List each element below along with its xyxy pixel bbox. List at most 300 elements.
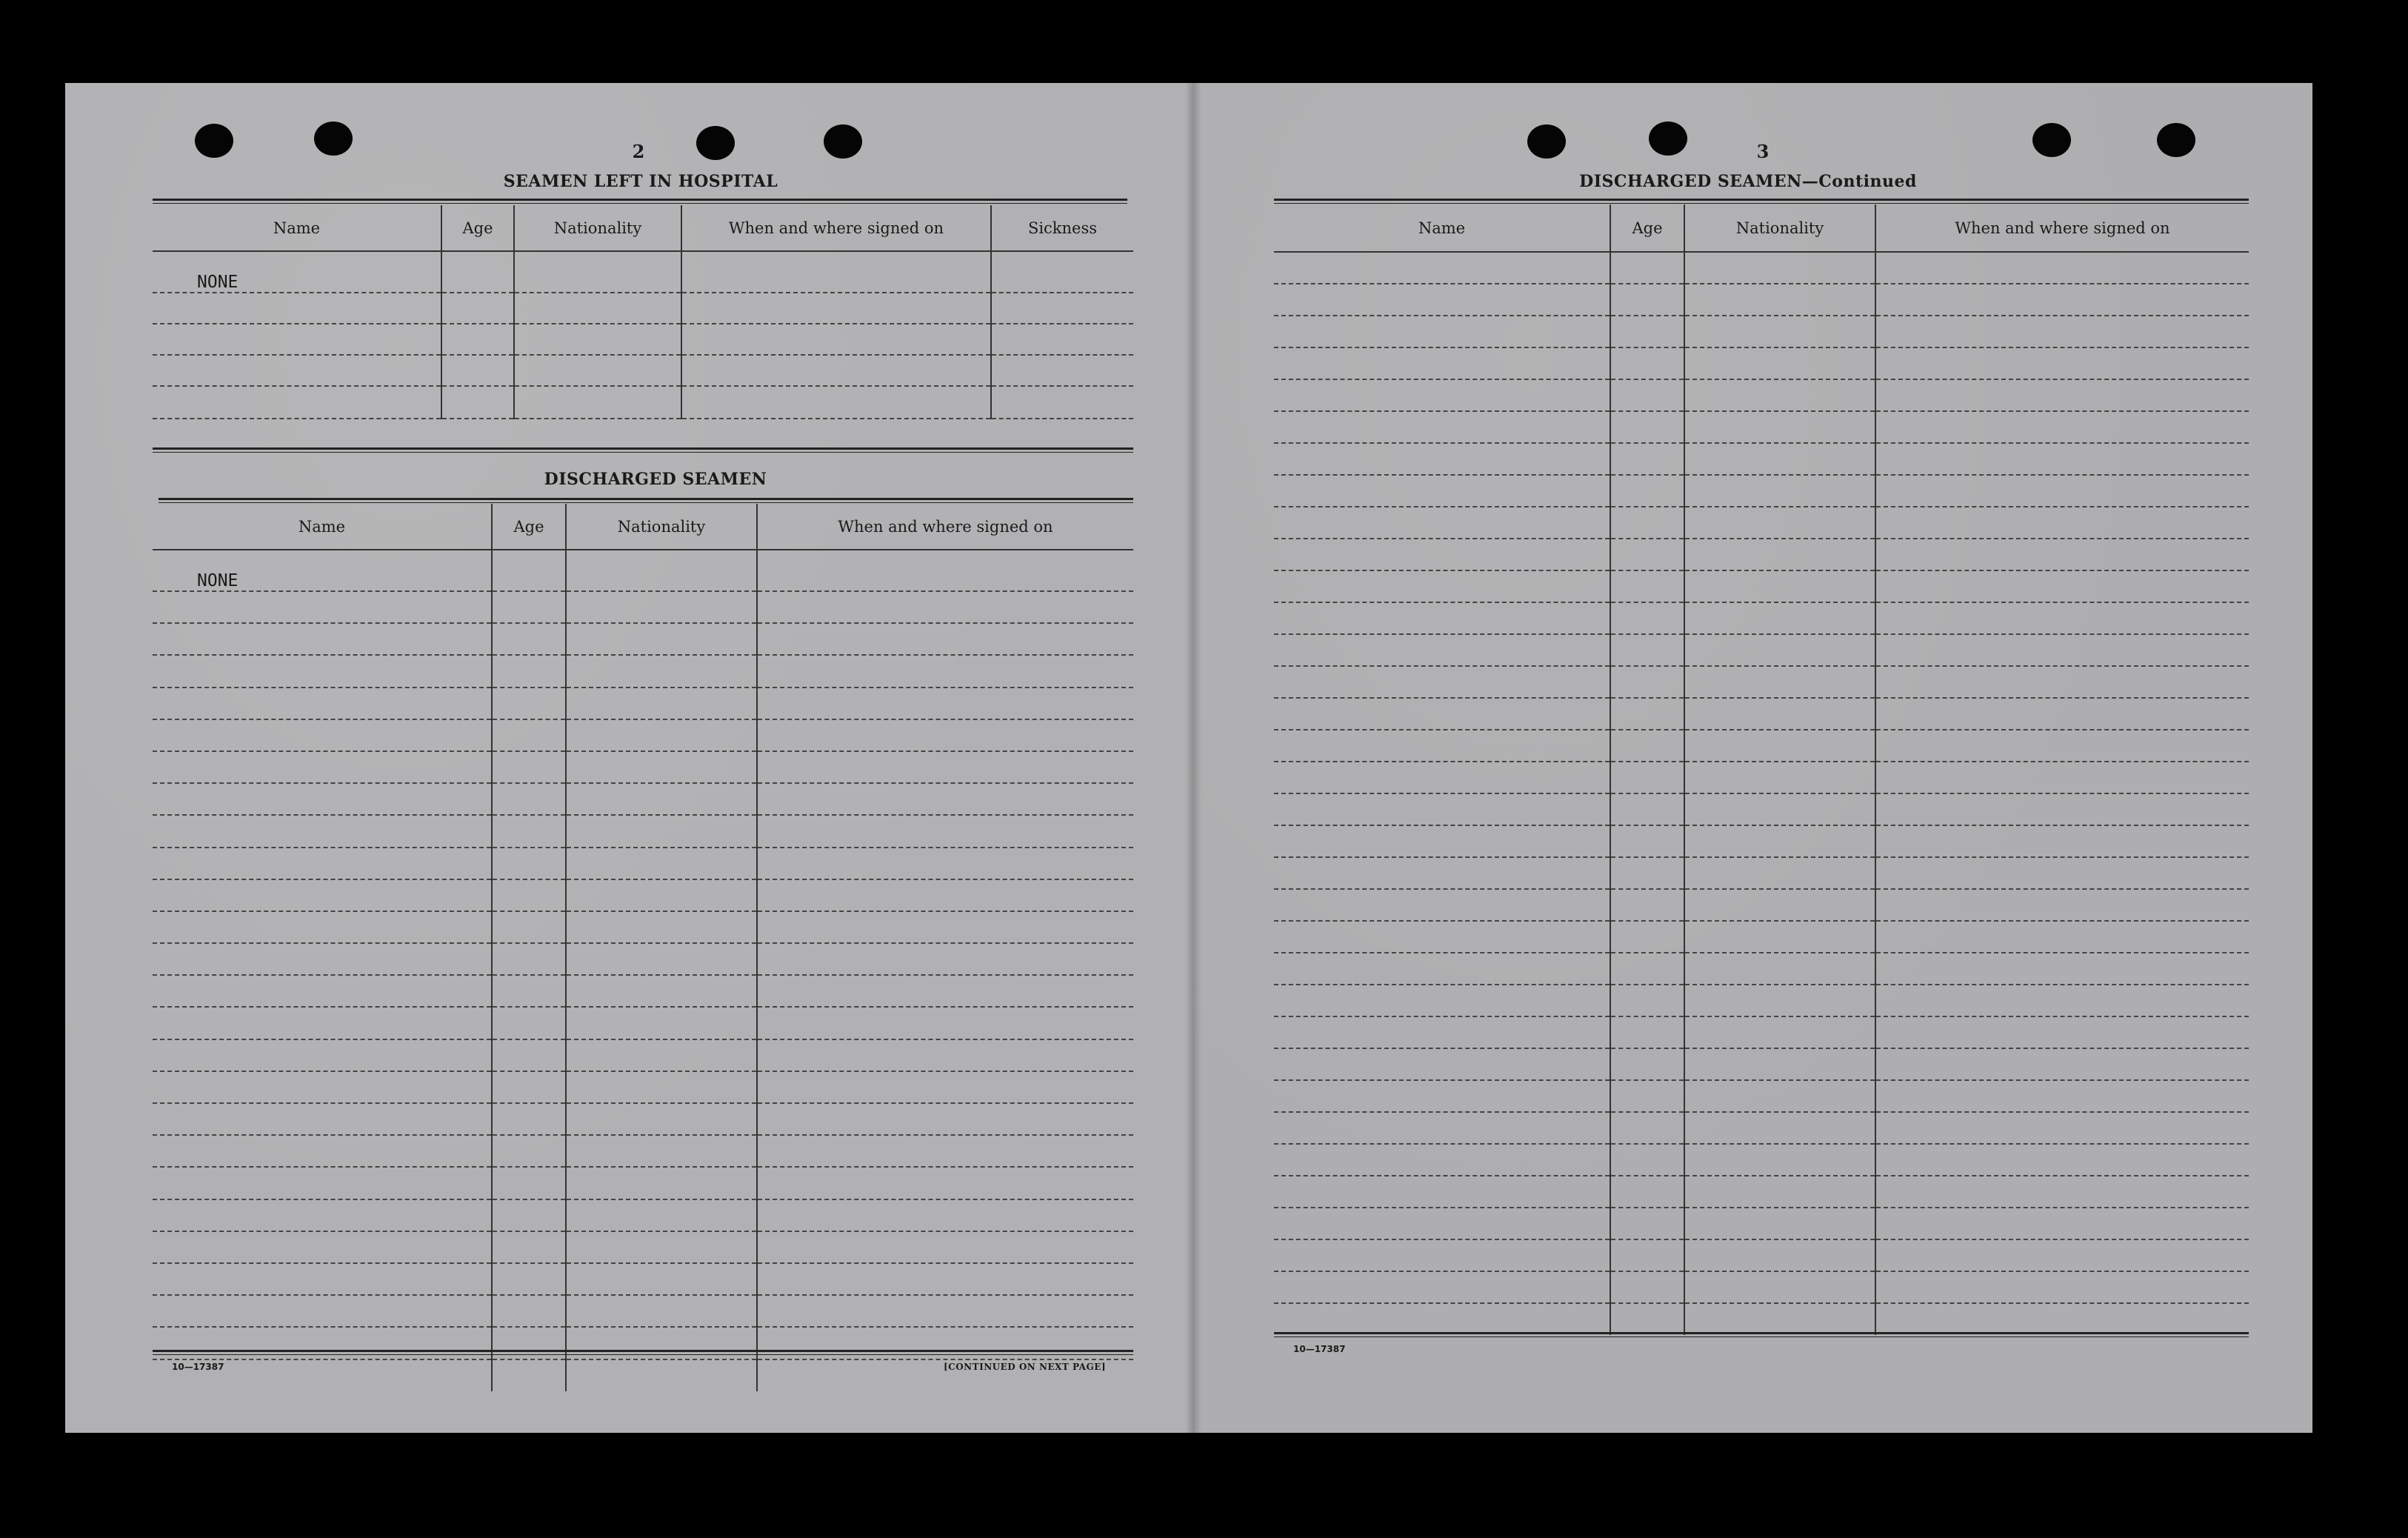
table-cell bbox=[566, 1071, 757, 1103]
table-cell bbox=[492, 1199, 566, 1231]
table-cell bbox=[492, 848, 566, 879]
discharged-section-title: DISCHARGED SEAMEN bbox=[544, 470, 767, 489]
table-cell bbox=[1274, 793, 1610, 825]
table-cell bbox=[566, 975, 757, 1007]
col-header-age: Age bbox=[1610, 204, 1684, 252]
table-cell bbox=[757, 815, 1133, 847]
table-cell bbox=[1684, 634, 1875, 666]
table-cell bbox=[1875, 953, 2249, 985]
table-cell bbox=[1610, 602, 1684, 634]
table-row bbox=[1274, 666, 2249, 698]
table-cell bbox=[1610, 1048, 1684, 1080]
table-cell bbox=[153, 751, 492, 783]
table-cell bbox=[153, 1295, 492, 1327]
table-cell bbox=[1875, 698, 2249, 730]
table-row bbox=[1274, 953, 2249, 985]
table-cell bbox=[566, 751, 757, 783]
table-cell bbox=[1684, 475, 1875, 507]
table-row bbox=[153, 355, 1133, 386]
table-cell bbox=[1274, 1080, 1610, 1112]
table-cell bbox=[757, 879, 1133, 911]
table-row bbox=[1274, 1048, 2249, 1080]
table-cell bbox=[153, 1039, 492, 1071]
table-cell bbox=[757, 1231, 1133, 1263]
table-cell bbox=[1875, 1239, 2249, 1271]
punch-hole bbox=[314, 121, 353, 156]
col-header-name: Name bbox=[153, 504, 492, 550]
table-cell bbox=[492, 623, 566, 655]
table-cell bbox=[492, 783, 566, 815]
col-header-nationality: Nationality bbox=[514, 205, 681, 251]
table-cell bbox=[1610, 1303, 1684, 1335]
table-cell bbox=[492, 879, 566, 911]
table-row bbox=[153, 1007, 1133, 1039]
table-row bbox=[153, 848, 1133, 879]
table-cell bbox=[492, 1135, 566, 1167]
table-cell bbox=[492, 688, 566, 719]
table-row bbox=[1274, 1144, 2249, 1176]
table-cell bbox=[1875, 252, 2249, 284]
table-cell bbox=[1610, 793, 1684, 825]
table-row bbox=[1274, 284, 2249, 316]
table-cell bbox=[1274, 1271, 1610, 1303]
table-cell bbox=[1274, 1112, 1610, 1144]
table-cell bbox=[1684, 1144, 1875, 1176]
table-cell bbox=[492, 1103, 566, 1135]
table-cell bbox=[492, 1295, 566, 1327]
col-header-signed-on: When and where signed on bbox=[681, 205, 991, 251]
table-cell bbox=[757, 1167, 1133, 1199]
table-cell bbox=[153, 815, 492, 847]
table-cell bbox=[1875, 985, 2249, 1016]
hospital-entry: NONE bbox=[153, 251, 441, 293]
table-cell bbox=[757, 1007, 1133, 1039]
table-cell bbox=[1684, 347, 1875, 379]
table-cell bbox=[1610, 1080, 1684, 1112]
table-cell bbox=[153, 1071, 492, 1103]
table-row bbox=[1274, 539, 2249, 570]
table-cell bbox=[492, 719, 566, 751]
table-cell bbox=[492, 943, 566, 975]
table-cell bbox=[1610, 507, 1684, 539]
table-cell bbox=[1610, 1016, 1684, 1048]
table-row bbox=[1274, 762, 2249, 793]
punch-hole bbox=[1527, 124, 1566, 159]
table-cell bbox=[1274, 411, 1610, 443]
table-cell bbox=[1610, 539, 1684, 570]
page-number: 3 bbox=[1756, 141, 1770, 162]
table-cell bbox=[1684, 1080, 1875, 1112]
section-rule bbox=[159, 498, 1133, 503]
table-cell bbox=[492, 911, 566, 943]
table-row bbox=[1274, 602, 2249, 634]
table-row bbox=[1274, 793, 2249, 825]
table-row bbox=[153, 1039, 1133, 1071]
table-cell bbox=[757, 1199, 1133, 1231]
table-cell bbox=[757, 783, 1133, 815]
section-rule bbox=[153, 447, 1133, 453]
table-cell bbox=[153, 943, 492, 975]
table-cell bbox=[1610, 347, 1684, 379]
table-cell bbox=[566, 879, 757, 911]
table-cell bbox=[1610, 1176, 1684, 1208]
table-cell bbox=[566, 1167, 757, 1199]
table-cell bbox=[757, 975, 1133, 1007]
table-row bbox=[153, 815, 1133, 847]
table-cell bbox=[1875, 1303, 2249, 1335]
page-fold bbox=[1185, 83, 1201, 1433]
col-header-signed-on: When and where signed on bbox=[757, 504, 1133, 550]
hospital-section-title: SEAMEN LEFT IN HOSPITAL bbox=[503, 172, 778, 191]
table-cell bbox=[492, 751, 566, 783]
table-cell bbox=[1684, 411, 1875, 443]
page-number: 2 bbox=[632, 141, 645, 162]
table-cell bbox=[1610, 953, 1684, 985]
table-cell bbox=[1875, 1271, 2249, 1303]
table-row bbox=[153, 1103, 1133, 1135]
table-cell bbox=[1875, 1048, 2249, 1080]
punch-hole bbox=[195, 124, 233, 158]
table-cell bbox=[1684, 889, 1875, 921]
table-cell bbox=[757, 655, 1133, 687]
table-cell bbox=[566, 1103, 757, 1135]
table-cell bbox=[1875, 1016, 2249, 1048]
punch-hole bbox=[2157, 123, 2195, 157]
table-cell bbox=[1684, 730, 1875, 762]
table-cell bbox=[757, 1039, 1133, 1071]
table-cell bbox=[1610, 379, 1684, 411]
table-row bbox=[1274, 1112, 2249, 1144]
table-cell bbox=[492, 1007, 566, 1039]
table-cell bbox=[1274, 539, 1610, 570]
table-cell bbox=[1274, 857, 1610, 889]
table-cell bbox=[1610, 316, 1684, 347]
table-cell bbox=[1274, 347, 1610, 379]
table-cell bbox=[1875, 1144, 2249, 1176]
table-row bbox=[1274, 316, 2249, 347]
table-row bbox=[153, 623, 1133, 655]
table-cell bbox=[1274, 1208, 1610, 1239]
col-header-nationality: Nationality bbox=[1684, 204, 1875, 252]
table-cell bbox=[492, 1039, 566, 1071]
table-cell bbox=[1274, 507, 1610, 539]
table-cell bbox=[492, 591, 566, 623]
table-cell bbox=[1274, 316, 1610, 347]
table-cell bbox=[757, 1263, 1133, 1295]
table-cell bbox=[566, 688, 757, 719]
table-row bbox=[153, 1071, 1133, 1103]
table-cell bbox=[1274, 252, 1610, 284]
table-row bbox=[1274, 698, 2249, 730]
table-cell bbox=[153, 783, 492, 815]
table-cell bbox=[1274, 1303, 1610, 1335]
table-row bbox=[1274, 570, 2249, 602]
table-cell bbox=[1684, 443, 1875, 475]
table-row bbox=[153, 324, 1133, 355]
table-row bbox=[1274, 347, 2249, 379]
table-row bbox=[1274, 1239, 2249, 1271]
table-cell bbox=[1274, 666, 1610, 698]
table-cell bbox=[153, 719, 492, 751]
table-cell bbox=[1684, 762, 1875, 793]
table-row bbox=[153, 719, 1133, 751]
table-row bbox=[153, 783, 1133, 815]
table-cell bbox=[492, 815, 566, 847]
table-cell bbox=[566, 1263, 757, 1295]
section-rule bbox=[153, 1350, 1133, 1355]
table-row bbox=[153, 251, 1133, 293]
table-cell bbox=[1875, 443, 2249, 475]
table-cell bbox=[757, 1135, 1133, 1167]
section-rule bbox=[1274, 1332, 2249, 1337]
table-cell bbox=[153, 911, 492, 943]
table-cell bbox=[1875, 634, 2249, 666]
table-cell bbox=[757, 623, 1133, 655]
table-cell bbox=[566, 719, 757, 751]
table-cell bbox=[1274, 634, 1610, 666]
table-cell bbox=[1875, 1176, 2249, 1208]
table-cell bbox=[1875, 889, 2249, 921]
col-header-name: Name bbox=[153, 205, 441, 251]
col-header-nationality: Nationality bbox=[566, 504, 757, 550]
table-cell bbox=[492, 1167, 566, 1199]
table-row bbox=[1274, 889, 2249, 921]
table-cell bbox=[1684, 1208, 1875, 1239]
table-cell bbox=[1875, 857, 2249, 889]
table-cell bbox=[1684, 1303, 1875, 1335]
table-cell bbox=[1274, 284, 1610, 316]
table-cell bbox=[1875, 475, 2249, 507]
table-cell bbox=[1274, 475, 1610, 507]
table-cell bbox=[757, 911, 1133, 943]
table-cell bbox=[566, 1295, 757, 1327]
table-cell bbox=[153, 1103, 492, 1135]
table-cell bbox=[757, 688, 1133, 719]
table-cell bbox=[566, 1039, 757, 1071]
table-cell bbox=[1875, 507, 2249, 539]
table-cell bbox=[1684, 570, 1875, 602]
table-cell bbox=[1684, 316, 1875, 347]
table-cell bbox=[1684, 284, 1875, 316]
table-cell bbox=[1610, 730, 1684, 762]
table-cell bbox=[1684, 602, 1875, 634]
table-cell bbox=[1274, 602, 1610, 634]
table-row bbox=[1274, 507, 2249, 539]
table-cell bbox=[492, 1359, 566, 1391]
table-cell bbox=[1684, 921, 1875, 953]
table-row bbox=[153, 911, 1133, 943]
table-cell bbox=[1274, 1176, 1610, 1208]
table-cell bbox=[1875, 570, 2249, 602]
table-cell bbox=[1684, 1112, 1875, 1144]
table-row bbox=[153, 879, 1133, 911]
table-cell bbox=[1610, 252, 1684, 284]
table-row bbox=[1274, 634, 2249, 666]
table-cell bbox=[1274, 1048, 1610, 1080]
table-cell bbox=[1684, 793, 1875, 825]
table-cell bbox=[566, 783, 757, 815]
section-rule bbox=[153, 199, 1127, 204]
table-row bbox=[153, 591, 1133, 623]
section-title-suffix: —Continued bbox=[1801, 172, 1917, 191]
table-cell bbox=[1610, 985, 1684, 1016]
table-row bbox=[153, 1231, 1133, 1263]
table-cell bbox=[757, 591, 1133, 623]
table-cell bbox=[1610, 1208, 1684, 1239]
table-cell bbox=[1274, 698, 1610, 730]
table-cell bbox=[1684, 953, 1875, 985]
table-cell bbox=[1875, 921, 2249, 953]
table-row bbox=[1274, 1016, 2249, 1048]
table-cell bbox=[1875, 730, 2249, 762]
table-cell bbox=[1610, 889, 1684, 921]
table-cell bbox=[1274, 570, 1610, 602]
table-row bbox=[1274, 1208, 2249, 1239]
col-header-signed-on: When and where signed on bbox=[1875, 204, 2249, 252]
table-row bbox=[153, 655, 1133, 687]
table-cell bbox=[1610, 411, 1684, 443]
table-cell bbox=[1684, 507, 1875, 539]
table-cell bbox=[1274, 1016, 1610, 1048]
table-cell bbox=[1684, 1271, 1875, 1303]
table-cell bbox=[757, 719, 1133, 751]
table-row bbox=[1274, 921, 2249, 953]
table-cell bbox=[757, 1295, 1133, 1327]
table-row bbox=[153, 943, 1133, 975]
table-cell bbox=[153, 1263, 492, 1295]
table-cell bbox=[1684, 1016, 1875, 1048]
table-row bbox=[153, 293, 1133, 324]
table-cell bbox=[1684, 985, 1875, 1016]
table-cell bbox=[1610, 857, 1684, 889]
form-code: 10—17387 bbox=[1293, 1344, 1346, 1354]
table-cell bbox=[153, 975, 492, 1007]
table-cell bbox=[492, 1263, 566, 1295]
table-cell bbox=[757, 848, 1133, 879]
table-cell bbox=[1274, 730, 1610, 762]
table-cell bbox=[566, 815, 757, 847]
table-cell bbox=[1684, 1176, 1875, 1208]
discharged-table bbox=[153, 504, 1133, 1391]
table-row bbox=[153, 975, 1133, 1007]
table-row bbox=[153, 1167, 1133, 1199]
table-cell bbox=[492, 975, 566, 1007]
table-cell bbox=[153, 848, 492, 879]
table-cell bbox=[566, 911, 757, 943]
table-row bbox=[153, 1199, 1133, 1231]
table-cell bbox=[1274, 921, 1610, 953]
table-cell bbox=[153, 1231, 492, 1263]
discharged-continued-table bbox=[1274, 204, 2249, 1335]
section-rule bbox=[1274, 199, 2249, 204]
continued-note: [CONTINUED ON NEXT PAGE] bbox=[944, 1362, 1107, 1372]
table-cell bbox=[492, 1071, 566, 1103]
table-cell bbox=[1684, 857, 1875, 889]
discharged-continued-title bbox=[1563, 172, 1933, 191]
table-cell bbox=[757, 1071, 1133, 1103]
discharged-entry: NONE bbox=[153, 550, 492, 591]
table-row bbox=[1274, 379, 2249, 411]
table-cell bbox=[1875, 411, 2249, 443]
table-row bbox=[153, 550, 1133, 591]
table-cell bbox=[1684, 252, 1875, 284]
table-row bbox=[153, 1295, 1133, 1327]
table-row bbox=[153, 1263, 1133, 1295]
punch-hole bbox=[824, 124, 862, 159]
table-row bbox=[1274, 1271, 2249, 1303]
table-cell bbox=[153, 591, 492, 623]
table-cell bbox=[153, 879, 492, 911]
table-cell bbox=[1274, 1144, 1610, 1176]
table-cell bbox=[566, 591, 757, 623]
table-cell bbox=[1684, 698, 1875, 730]
table-cell bbox=[1610, 443, 1684, 475]
table-cell bbox=[1875, 284, 2249, 316]
table-cell bbox=[153, 1199, 492, 1231]
table-cell bbox=[1610, 1271, 1684, 1303]
table-cell bbox=[1610, 634, 1684, 666]
table-cell bbox=[492, 655, 566, 687]
table-row bbox=[1274, 730, 2249, 762]
table-cell bbox=[566, 848, 757, 879]
table-cell bbox=[1875, 793, 2249, 825]
table-row bbox=[1274, 1080, 2249, 1112]
table-cell bbox=[1610, 284, 1684, 316]
table-cell bbox=[1875, 539, 2249, 570]
table-cell bbox=[1610, 698, 1684, 730]
table-cell bbox=[566, 1135, 757, 1167]
table-cell bbox=[1274, 889, 1610, 921]
table-cell bbox=[1274, 825, 1610, 857]
table-cell bbox=[153, 1167, 492, 1199]
table-cell bbox=[1875, 1208, 2249, 1239]
table-cell bbox=[1610, 475, 1684, 507]
table-cell bbox=[757, 1103, 1133, 1135]
table-cell bbox=[153, 1135, 492, 1167]
section-title-text: DISCHARGED SEAMEN bbox=[1579, 172, 1802, 191]
table-cell bbox=[1610, 762, 1684, 793]
table-cell bbox=[1274, 762, 1610, 793]
punch-hole bbox=[1649, 121, 1687, 156]
table-cell bbox=[566, 943, 757, 975]
table-cell bbox=[153, 688, 492, 719]
table-row bbox=[1274, 857, 2249, 889]
table-cell bbox=[1875, 316, 2249, 347]
table-row bbox=[1274, 443, 2249, 475]
table-cell bbox=[566, 623, 757, 655]
table-cell bbox=[1875, 602, 2249, 634]
punch-hole bbox=[696, 126, 735, 160]
table-cell bbox=[1875, 379, 2249, 411]
table-cell bbox=[153, 1007, 492, 1039]
table-cell bbox=[1610, 825, 1684, 857]
table-row bbox=[1274, 252, 2249, 284]
form-code: 10—17387 bbox=[172, 1362, 224, 1372]
col-header-sickness: Sickness bbox=[991, 205, 1133, 251]
punch-hole bbox=[2032, 123, 2071, 157]
table-row bbox=[1274, 985, 2249, 1016]
table-row bbox=[153, 1135, 1133, 1167]
table-cell bbox=[1875, 1112, 2249, 1144]
table-cell bbox=[1274, 953, 1610, 985]
table-cell bbox=[1875, 347, 2249, 379]
table-cell bbox=[1684, 539, 1875, 570]
table-cell bbox=[1684, 379, 1875, 411]
table-cell bbox=[757, 751, 1133, 783]
table-row bbox=[153, 751, 1133, 783]
table-cell bbox=[1610, 921, 1684, 953]
table-cell bbox=[153, 655, 492, 687]
